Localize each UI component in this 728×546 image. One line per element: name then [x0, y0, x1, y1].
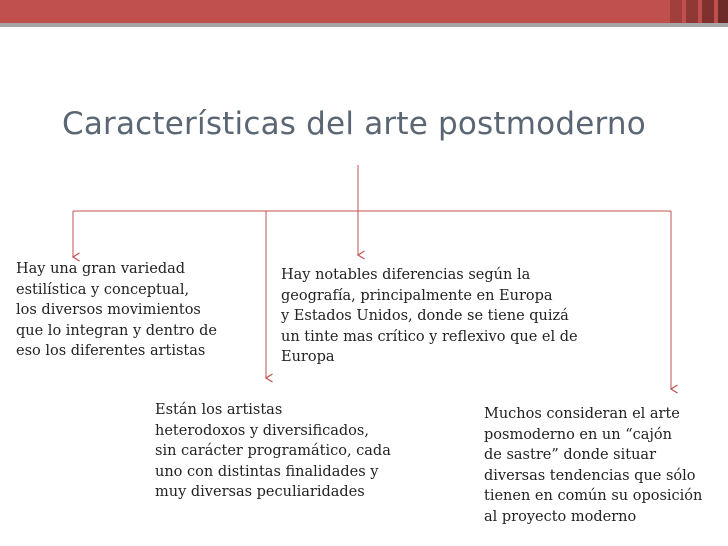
text-line: al proyecto moderno [484, 508, 637, 525]
slide-title: Características del arte postmoderno [62, 106, 646, 142]
text-line: sin carácter programático, cada [155, 443, 391, 460]
text-box-right [484, 404, 702, 528]
text-line: muy diversas peculiaridades [155, 484, 365, 501]
text-line: que lo integran y dentro de [16, 322, 217, 339]
text-line: y Estados Unidos, donde se tiene quizá [281, 308, 569, 325]
text-box-middle-left [155, 400, 391, 503]
text-line: Muchos consideran el arte [484, 406, 680, 422]
text-line: los diversos movimientos [16, 302, 201, 319]
text-line: posmoderno en un “cajón [484, 426, 672, 443]
text-line: eso los diferentes artistas [16, 343, 206, 360]
text-line: geografía, principalmente en Europa [281, 287, 553, 304]
text-line: de sastre” donde situar [484, 447, 657, 464]
text-line: un tinte mas crítico y reflexivo que el de [281, 328, 578, 345]
text-line: Están los artistas [155, 402, 283, 418]
text-box-center [281, 265, 578, 368]
text-line: tienen en común su oposición [484, 488, 703, 505]
text-line: heterodoxos y diversificados, [155, 422, 369, 439]
text-box-left [16, 259, 217, 362]
text-line: estilística y conceptual, [16, 281, 190, 298]
text-line: Hay una gran variedad [16, 261, 186, 277]
text-line: Europa [281, 349, 335, 366]
text-line: uno con distintas finalidades y [155, 463, 379, 480]
text-line: Hay notables diferencias según la [281, 267, 531, 283]
text-line: diversas tendencias que sólo [484, 467, 696, 484]
